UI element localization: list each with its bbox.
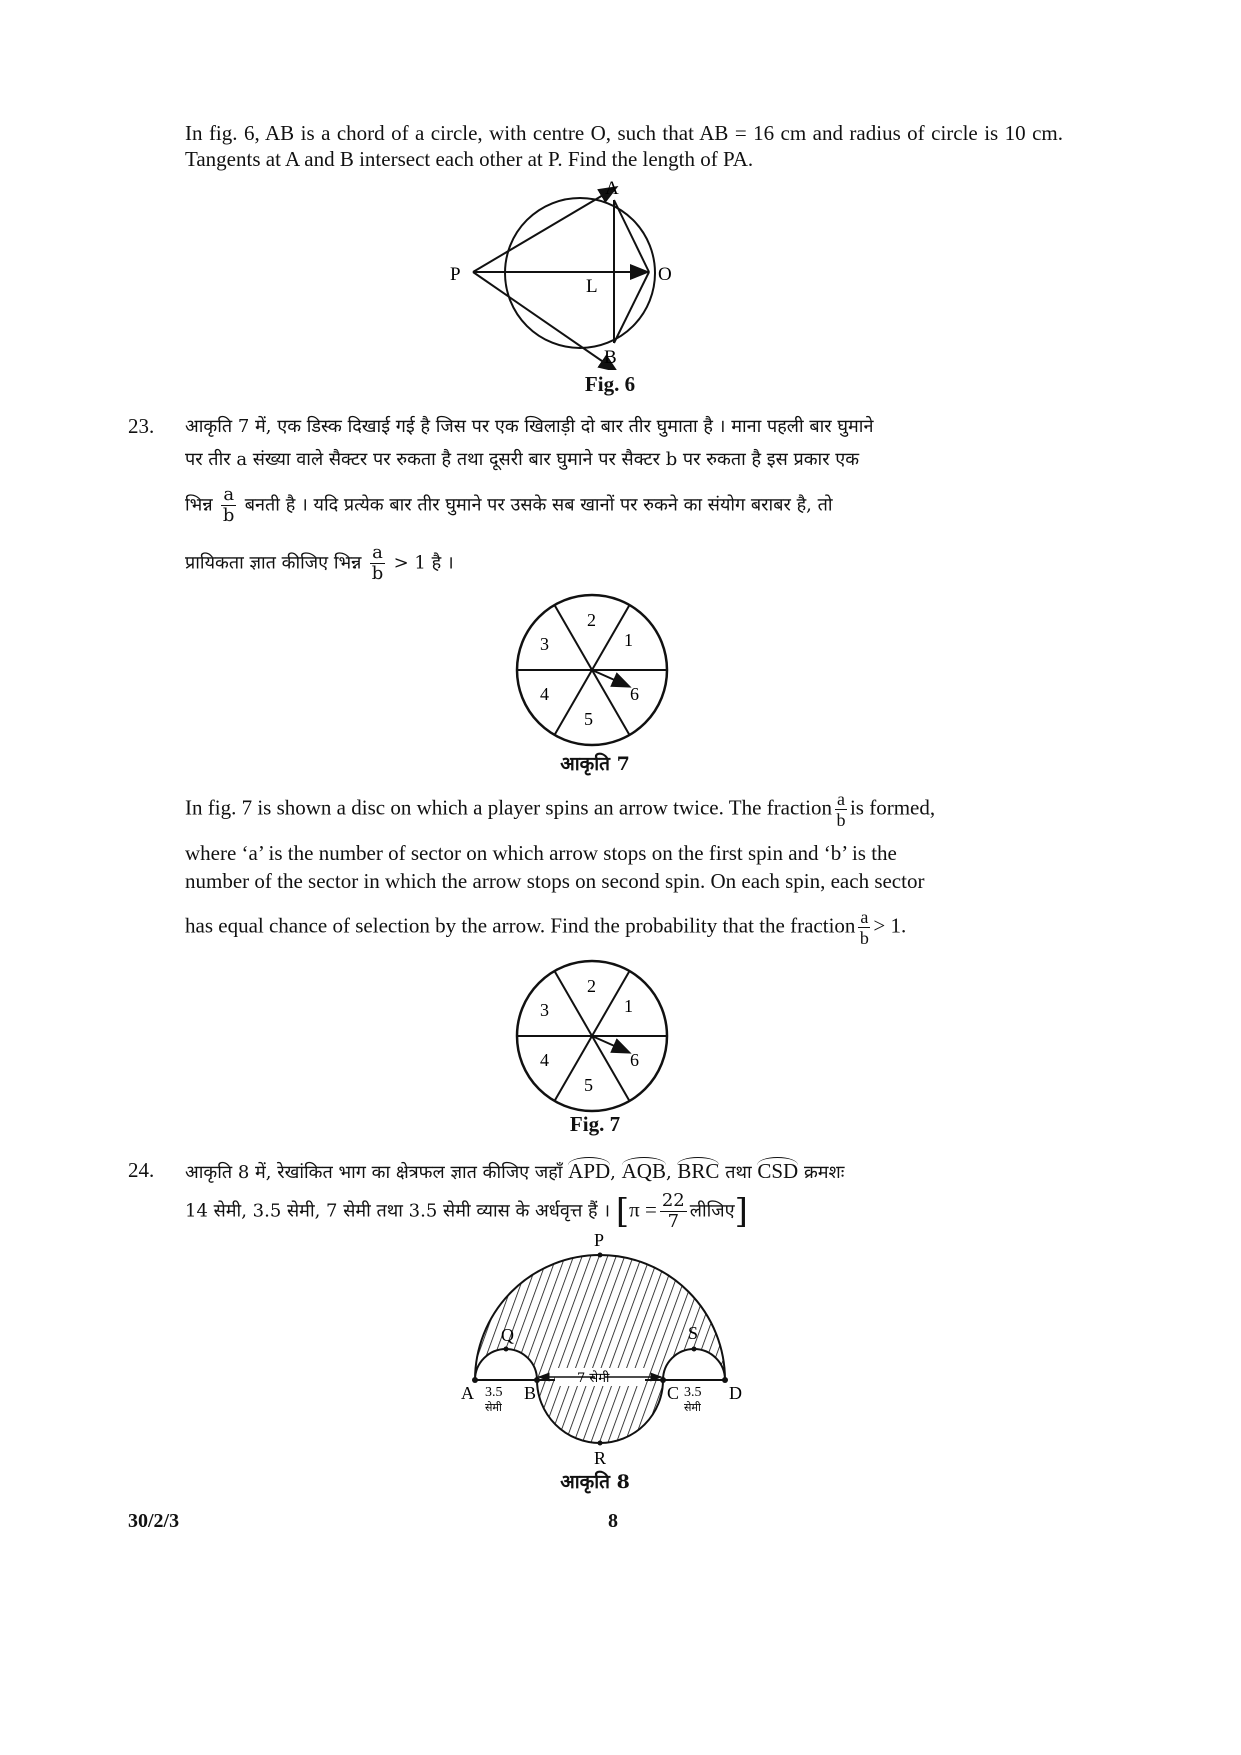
shaded-region [475,1255,725,1380]
footer-code: 30/2/3 [128,1510,180,1532]
fig6-ob [614,272,649,343]
figure-6 [440,170,740,370]
fig6-tangent-pa [473,188,615,272]
frac-num: a [860,907,869,927]
pi-den: 7 [667,1211,680,1232]
label-c: C [667,1383,680,1403]
label-d: D [729,1383,742,1403]
arc-aqb: AQB [621,1159,666,1183]
point-r [598,1441,603,1446]
right-label-unit: सेमी [684,1401,701,1414]
q24-line1-pre: आकृति 8 में, रेखांकित भाग का क्षेत्रफल ज्ञात कीजिए जहाँ [185,1162,563,1183]
frac-den: b [371,563,384,584]
fig6-label-l: L [586,276,598,297]
fig6-label-o: O [658,264,672,285]
label-s: S [688,1323,699,1343]
sector-4: 4 [540,684,549,704]
frac-den: b [859,928,869,948]
q23-hi-line1: आकृति 7 में, एक डिस्क दिखाई गई है जिस पर एक खिलाड़ी दो बार तीर घुमाता है । माना पहली बार घुमाने [185,416,874,437]
sector-1: 1 [624,630,633,650]
q23-number: 23. [128,414,155,438]
arc-brc: BRC [677,1159,720,1183]
frac-num: a [223,484,235,505]
q23-hi-line3-pre: भिन्न [185,494,213,516]
q22-text: In fig. 6, AB is a chord of a circle, with centre O, such that AB = 16 cm and radius of circle is 10 cm. Tangents at A and B intersect each other at P. Find the length of PA. [185,121,1063,171]
point-s [692,1347,697,1352]
q23-en-line4-pre: has equal chance of selection by the arrow. Find the probability that the fraction [185,913,856,938]
label-p: P [594,1230,605,1250]
q24-and-word: तथा [725,1162,752,1183]
sector-5: 5 [584,1075,593,1095]
q23-hi-frac2 [370,544,385,583]
q23-en-line1 [185,790,1065,829]
q23-hi-line4 [185,544,454,583]
frac-num: a [836,789,845,809]
q23-en-line1-post: is formed, [849,795,936,820]
frac-den: b [222,505,235,526]
pi-fraction [660,1192,687,1231]
fig6-caption: Fig. 6 [584,372,636,396]
q23-hi-frac1 [221,486,236,525]
label-a: A [461,1383,474,1403]
arc-apd: APD [568,1159,611,1183]
fig6-label-p: P [450,264,461,285]
figure-8 [455,1230,745,1470]
footer-page: 8 [608,1510,618,1532]
point-c [660,1377,666,1383]
point-q [504,1347,509,1352]
q23-hi-line2: पर तीर a संख्या वाले सैक्टर पर रुकता है तथा दूसरी बार घुमाने पर सैक्टर b पर रुकता है इस प्रकार एक [185,449,860,470]
figure-7-hi-disc [512,590,672,750]
sector-2: 2 [587,610,596,630]
fig6-oa [614,200,649,272]
label-r: R [594,1448,607,1468]
right-label-num: 3.5 [684,1385,702,1400]
sector-6: 6 [630,684,639,704]
pi-label: π = [629,1197,657,1222]
left-label-num: 3.5 [485,1385,503,1400]
sector-6: 6 [630,1050,639,1070]
sector-3: 3 [540,634,549,654]
sector-2: 2 [587,976,596,996]
fig8-caption: आकृति 8 [560,1471,630,1493]
mid-label: 7 सेमी [577,1371,610,1386]
q24-line1-post: क्रमशः [803,1162,845,1183]
sector-3: 3 [540,1000,549,1020]
label-b: B [524,1383,537,1403]
sector-1: 1 [624,996,633,1016]
shaded-lower [537,1380,663,1443]
q24-line2-pre: 14 सेमी, 3.5 सेमी, 7 सेमी तथा 3.5 सेमी व्यास के अर्धवृत्त हैं । [185,1200,611,1222]
q23-hi-line4-post: > 1 है । [393,552,454,574]
sector-4: 4 [540,1050,549,1070]
arc-csd: CSD [757,1159,799,1183]
frac-den: b [836,810,846,830]
pi-num: 22 [661,1190,685,1211]
q23-en-line1-pre: In fig. 7 is shown a disc on which a player spins an arrow twice. The fraction [185,795,832,820]
q23-hi-line3 [185,486,833,525]
q23-hi-line3-post: बनती है । यदि प्रत्येक बार तीर घुमाने पर उसके सब खानों पर रुकने का संयोग बराबर है, तो [244,494,833,516]
label-q: Q [501,1325,514,1345]
q24-line2: 14 सेमी, 3.5 सेमी, 7 सेमी तथा 3.5 सेमी व्यास के अर्धवृत्त हैं । [π = $\frac{22}{7}$ लीजिए] [185,1190,748,1232]
sector-5: 5 [584,709,593,729]
pi-post: लीजिए [689,1200,735,1222]
fig7-caption-hi: आकृति 7 [560,753,630,775]
q24-line1: आकृति 8 में, रेखांकित भाग का क्षेत्रफल ज्ञात कीजिए जहाँ APD, AQB, BRC तथा CSD क्रमशः [185,1159,845,1183]
fig7-caption-en: Fig. 7 [569,1112,621,1136]
figure-7-en-disc [512,956,672,1116]
q23-en-line2: where ‘a’ is the number of sector on which arrow stops on the first spin and ‘b’ is the [185,841,897,865]
fig6-label-b: B [604,347,617,368]
q23-en-line3: number of the sector in which the arrow stops on second spin. On each spin, each sector [185,869,925,893]
q23-en-frac2 [858,908,870,947]
q23-en-frac1 [835,790,847,829]
q24-number: 24. [128,1158,155,1182]
frac-num: a [372,542,383,563]
q23-en-line4 [185,908,1065,947]
left-label-unit: सेमी [485,1401,502,1414]
fig6-label-a: A [605,178,619,199]
q23-hi-line4-pre: प्रायिकता ज्ञात कीजिए भिन्न [185,552,362,574]
point-d [722,1377,728,1383]
point-p [598,1253,603,1258]
q23-en-line4-post: > 1. [873,913,907,938]
